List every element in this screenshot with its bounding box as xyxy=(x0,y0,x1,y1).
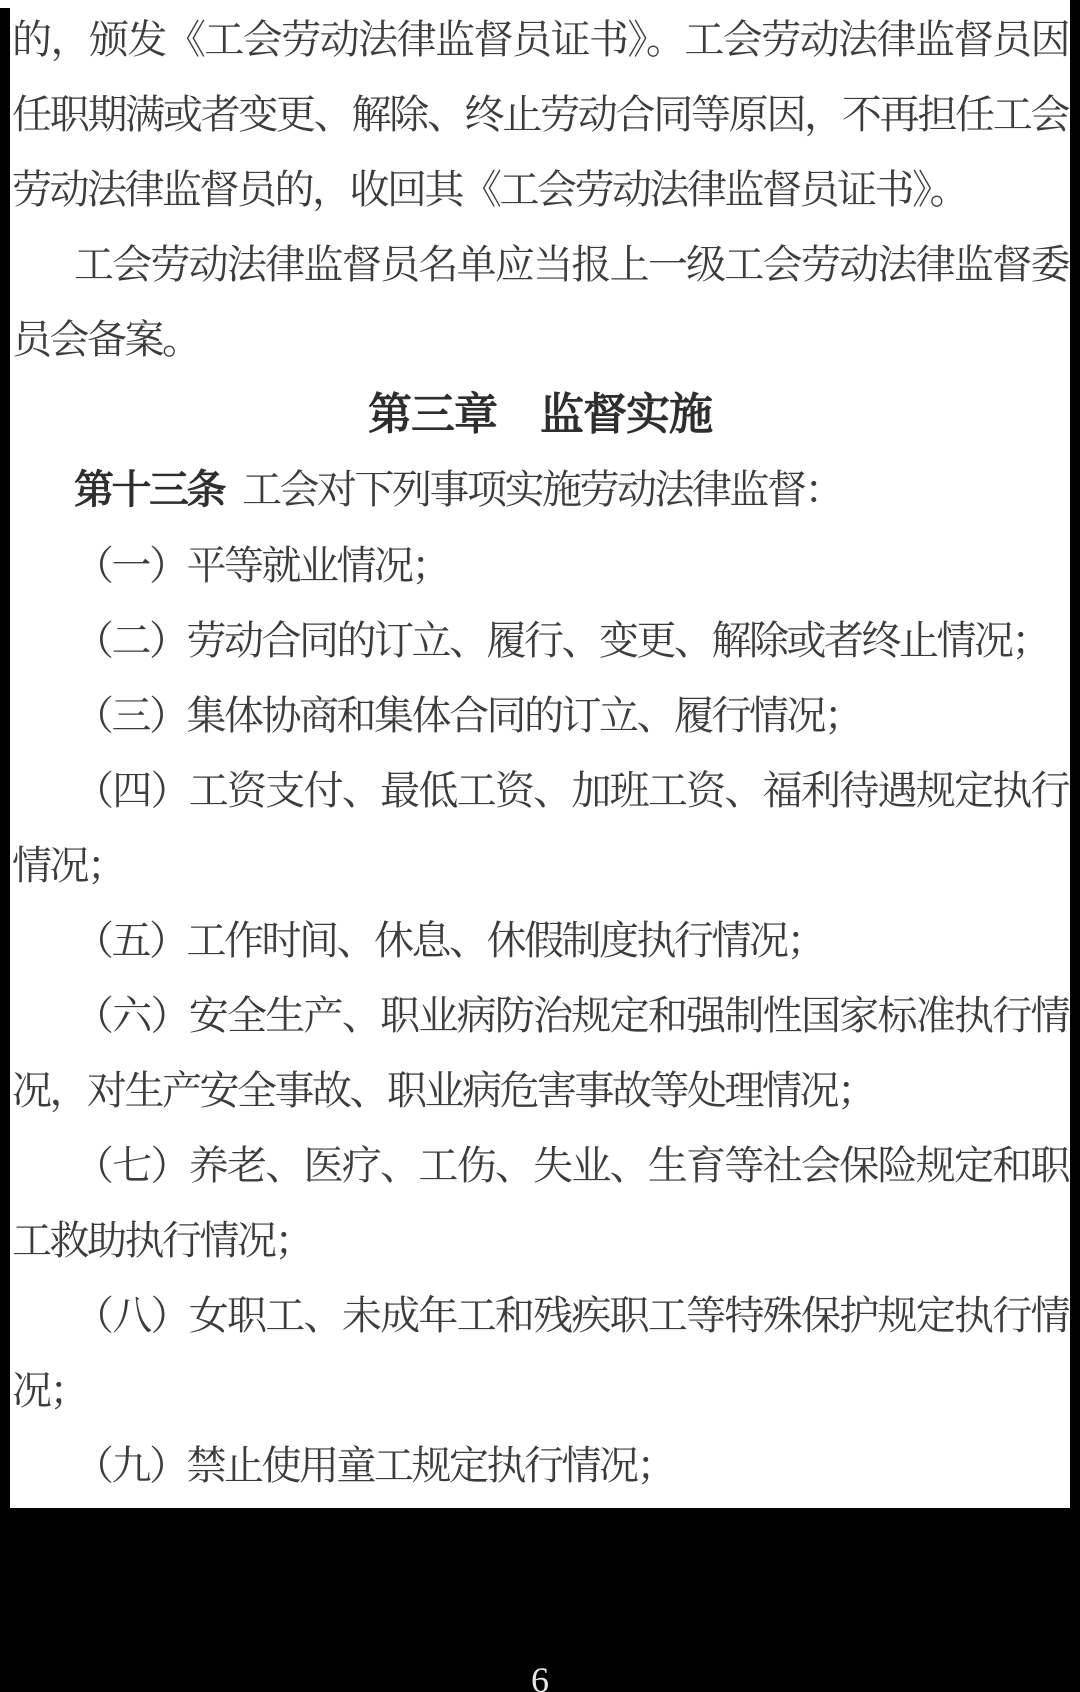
list-item-5: （五）工作时间、休息、休假制度执行情况； xyxy=(74,918,824,963)
article-number: 第十三条 xyxy=(74,468,224,512)
scan-border-right xyxy=(1070,0,1080,1692)
list-item-3: （三）集体协商和集体合同的订立、履行情况； xyxy=(74,693,862,738)
article-paragraph xyxy=(12,452,1068,528)
scan-border-left xyxy=(0,8,10,1692)
list-item-8: （八）女职工、未成年工和残疾职工等特殊保护规定执行情况； xyxy=(12,1293,1068,1413)
page-number: 6 xyxy=(531,1660,549,1692)
list-item-4: （四）工资支付、最低工资、加班工资、福利待遇规定执行情况； xyxy=(12,768,1068,888)
list-item-9: （九）禁止使用童工规定执行情况； xyxy=(74,1443,674,1488)
paragraph-continuation: 的，颁发《工会劳动法律监督员证书》。工会劳动法律监督员因任职期满或者变更、解除、终止劳动合同等原因，不再担任工会劳动法律监督员的，收回其《工会劳动法律监督员证书》。 xyxy=(12,17,1068,212)
chapter-heading: 第三章 监督实施 xyxy=(368,390,712,439)
scan-bottom-band xyxy=(0,1508,1080,1692)
list-item-1: （一）平等就业情况； xyxy=(74,543,449,588)
list-item-6: （六）安全生产、职业病防治规定和强制性国家标准执行情况，对生产安全事故、职业病危害事故等处理情况； xyxy=(12,993,1068,1113)
list-item-7: （七）养老、医疗、工伤、失业、生育等社会保险规定和职工救助执行情况； xyxy=(12,1143,1068,1263)
article-text: 工会对下列事项实施劳动法律监督： xyxy=(242,467,842,512)
document-content xyxy=(12,2,1068,1503)
paragraph: 工会劳动法律监督员名单应当报上一级工会劳动法律监督委员会备案。 xyxy=(12,242,1068,362)
list-item-2: （二）劳动合同的订立、履行、变更、解除或者终止情况； xyxy=(74,618,1049,663)
